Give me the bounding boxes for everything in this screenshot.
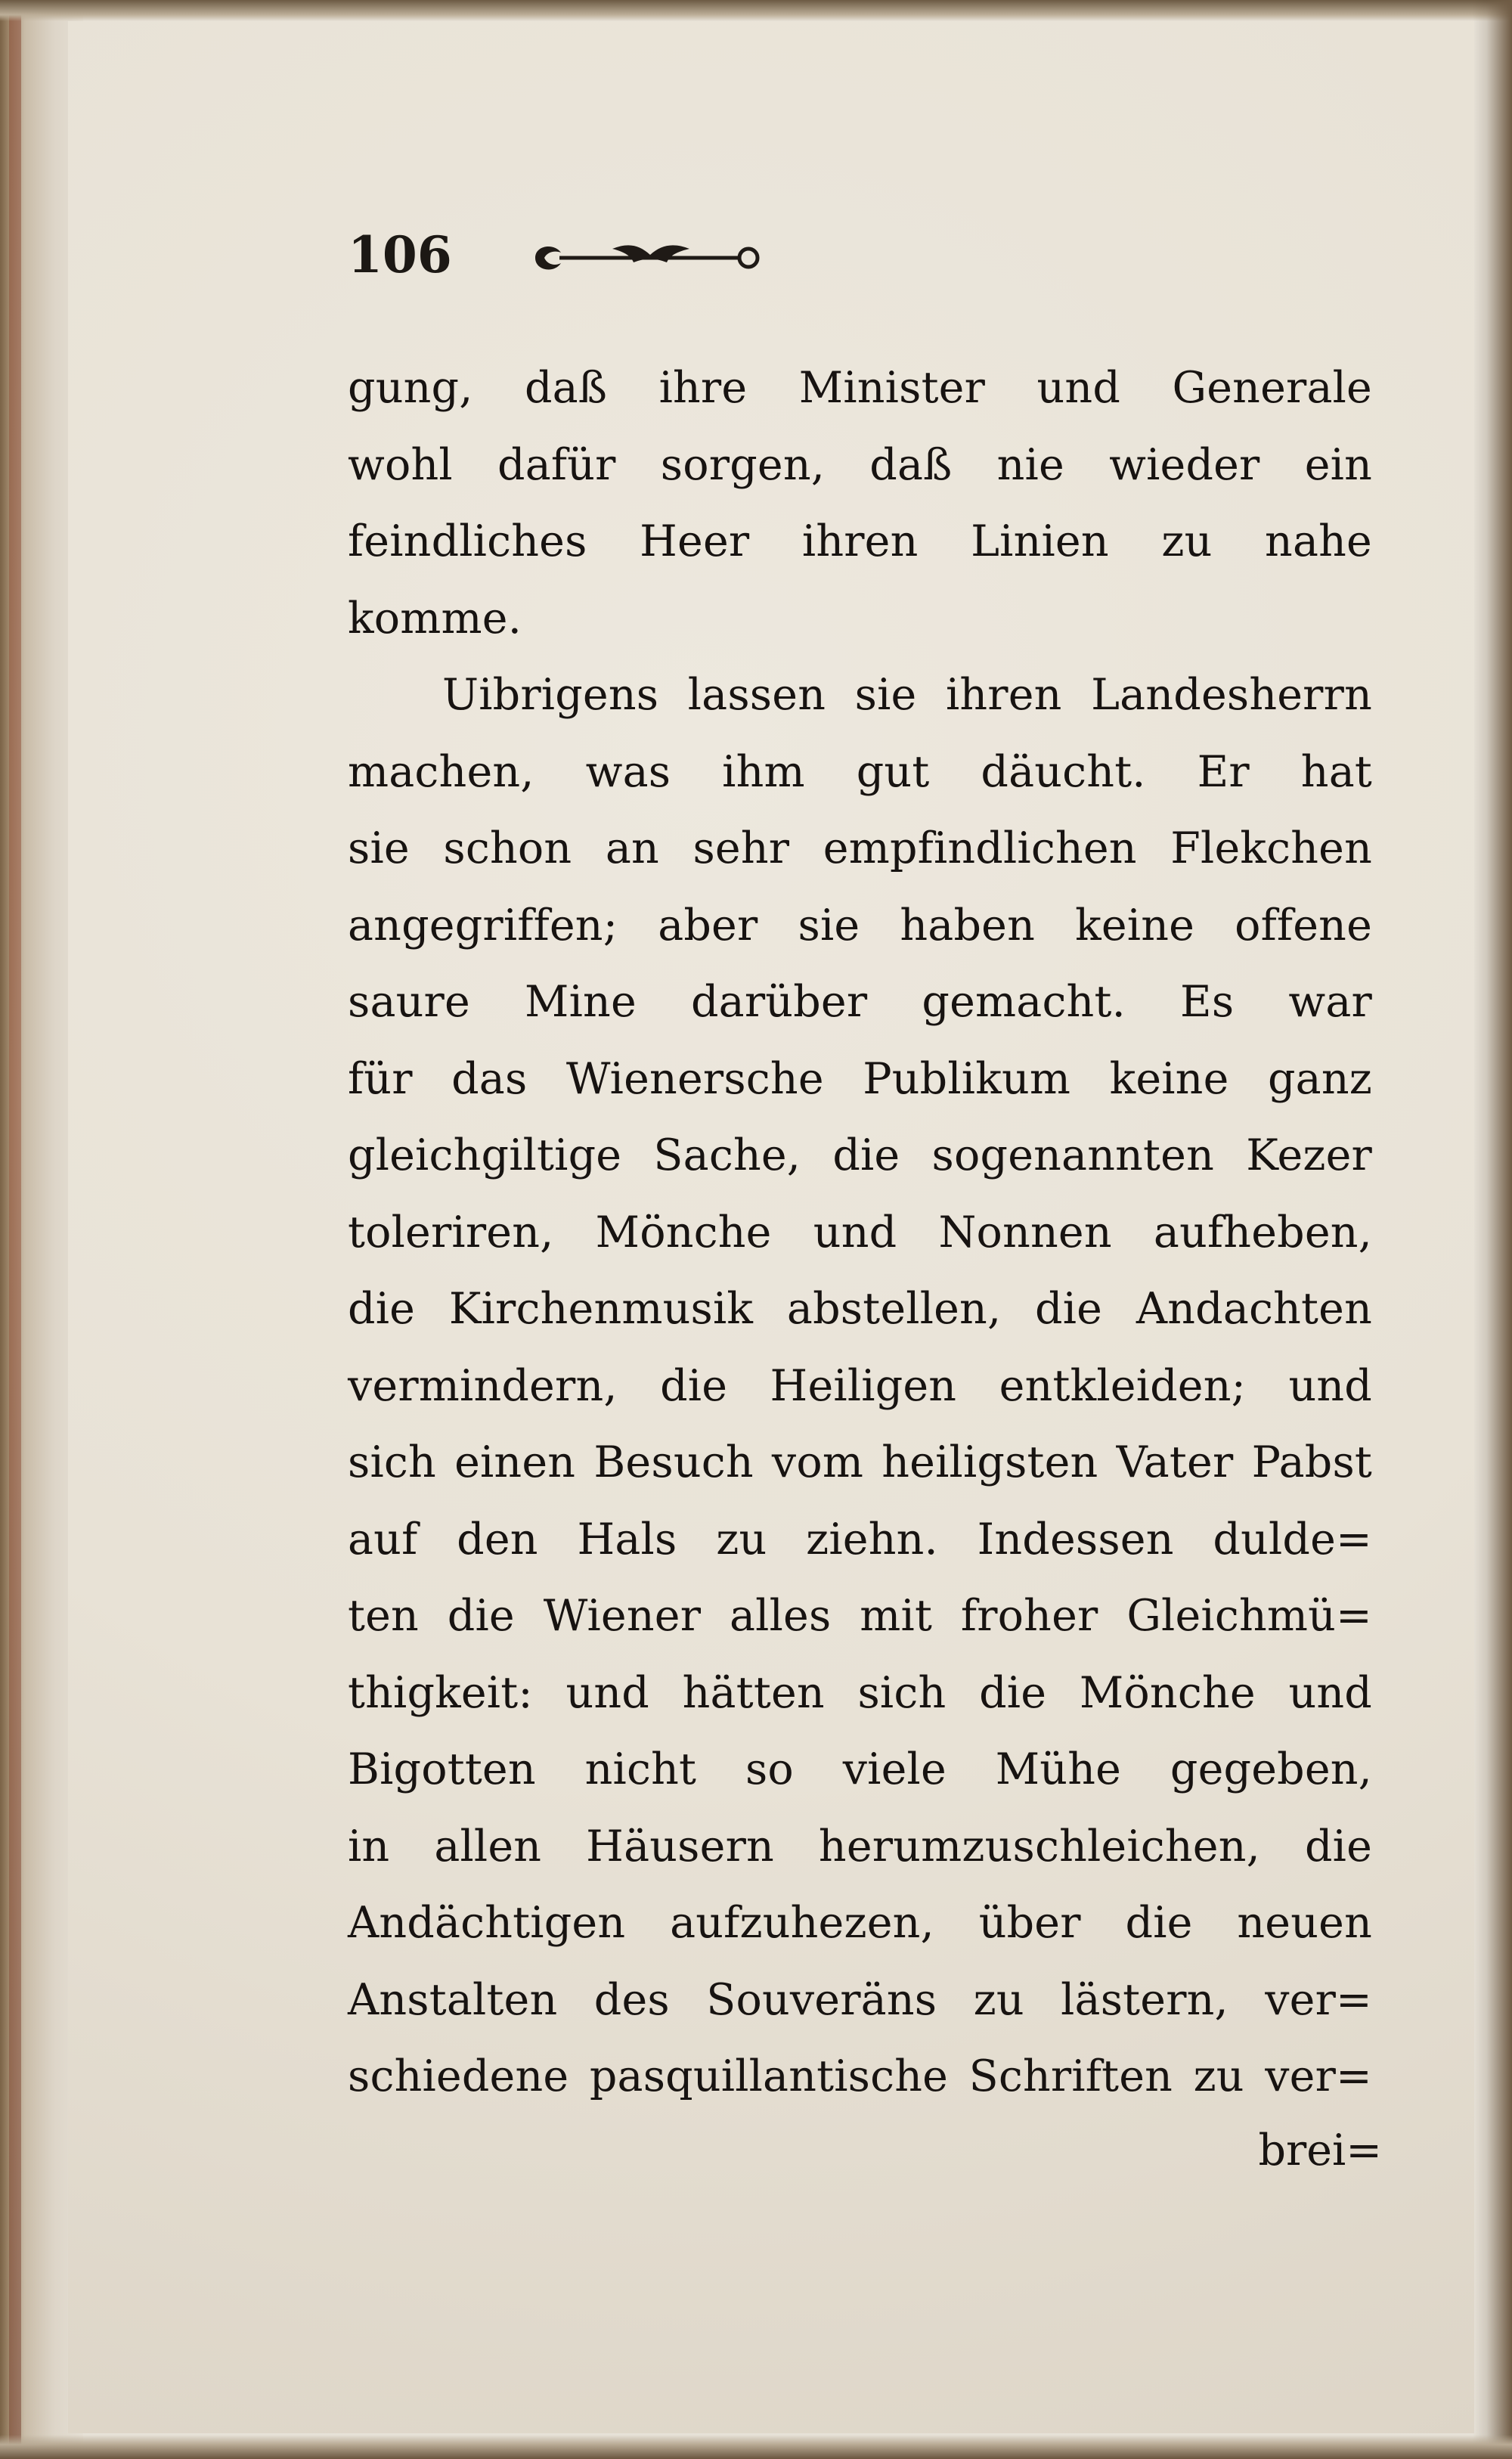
text-line-14: vermindern, die Heiligen entkleiden; und [348, 1360, 1372, 1411]
text-line-9: saure Mine darüber gemacht. Es war [348, 977, 1372, 1027]
catchword: brei= [1258, 2126, 1382, 2175]
text-line-11: gleichgiltige Sache, die sogenannten Kezer [348, 1130, 1372, 1180]
text-line-12: toleriren, Mönche und Nonnen aufheben, [348, 1207, 1372, 1257]
header-ornament [522, 235, 779, 281]
text-line-20: in allen Häusern herumzuschleichen, die [348, 1821, 1372, 1871]
text-line-19: Bigotten nicht so viele Mühe gegeben, [348, 1744, 1372, 1794]
text-line-5: Uibrigens lassen sie ihren Landesherrn [442, 670, 1372, 720]
text-line-22: Anstalten des Souveräns zu lästern, ver= [348, 1974, 1372, 2025]
text-line-13: die Kirchenmusik abstellen, die Andachten [348, 1284, 1372, 1334]
ornament-left-loop [535, 247, 561, 270]
page-number: 106 [348, 225, 452, 284]
text-line-16: auf den Hals zu ziehn. Indessen dulde= [348, 1514, 1372, 1564]
text-line-23: schiedene pasquillantische Schriften zu ver= [348, 2051, 1372, 2101]
text-line-1: gung, daß ihre Minister und Generale [348, 363, 1372, 413]
body-text [348, 350, 1372, 2116]
text-line-6: machen, was ihm gut däucht. Er hat [348, 746, 1372, 797]
top-page-edge [0, 0, 1512, 21]
ornament-center [612, 245, 689, 262]
right-page-edge [1473, 0, 1512, 2459]
running-header [348, 222, 1074, 305]
text-line-17: ten die Wiener alles mit froher Gleichmü= [348, 1591, 1372, 1641]
ornament-right-ring [739, 249, 758, 267]
text-line-2: wohl dafür sorgen, daß nie wieder ein [348, 439, 1372, 490]
text-line-8: angegriffen; aber sie haben keine offene [348, 900, 1372, 950]
text-line-3: feindliches Heer ihren Linien zu nahe [348, 516, 1372, 566]
text-line-7: sie schon an sehr empfindlichen Flekchen [348, 823, 1372, 873]
text-line-21: Andächtigen aufzuhezen, über die neuen [348, 1898, 1372, 1948]
text-line-10: für das Wienersche Publikum keine ganz [348, 1053, 1372, 1104]
page-paper [68, 21, 1474, 2433]
text-line-15: sich einen Besuch vom heiligsten Vater Pabst [348, 1437, 1372, 1487]
text-line-4: komme. [348, 593, 522, 643]
bottom-page-edge [0, 2435, 1512, 2459]
text-line-18: thigkeit: und hätten sich die Mönche und [348, 1667, 1372, 1718]
